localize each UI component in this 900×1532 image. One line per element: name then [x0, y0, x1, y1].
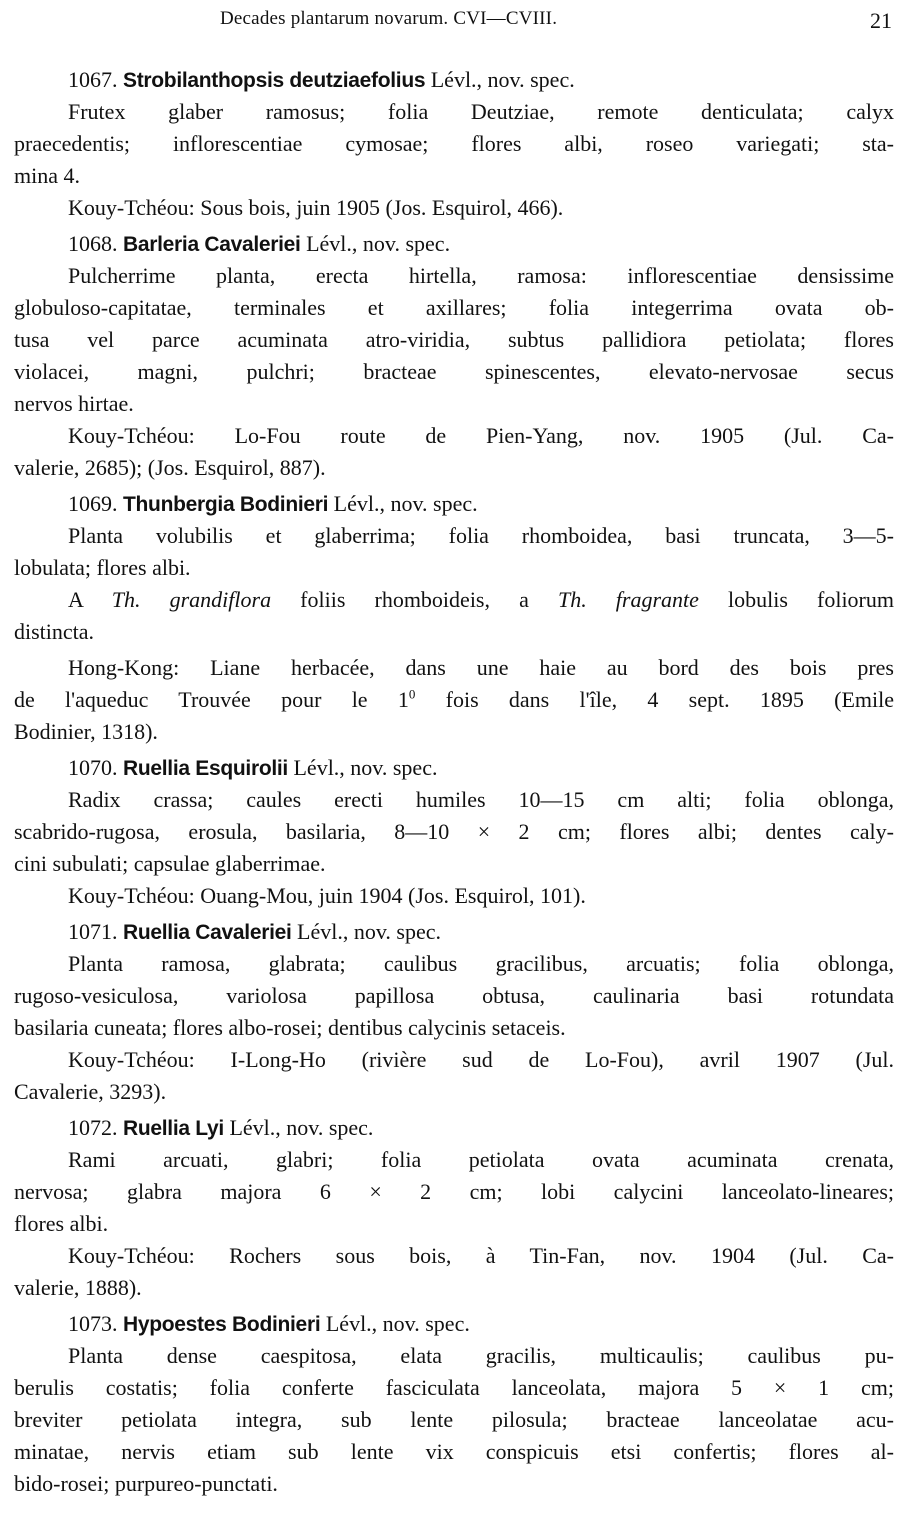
comparison-taxon: Th. fragrante	[557, 587, 699, 612]
description-line: praecedentis; inflorescentiae cymosae; flores albi, roseo variegati; sta-	[14, 131, 894, 156]
comparison-line: distincta.	[14, 619, 95, 644]
description-line: tusa vel parce acuminata atro-viridia, subtus pallidiora petiolata; flores	[14, 327, 894, 352]
description-line: Rami arcuati, glabri; folia petiolata ovata acuminata crenata,	[68, 1147, 894, 1172]
description-line: mina 4.	[14, 163, 80, 188]
description-line: Radix crassa; caules erecti humiles 10—15 cm alti; folia oblonga,	[68, 787, 894, 812]
entry-1071	[14, 916, 894, 1108]
author-citation: Lévl., nov. spec.	[306, 231, 451, 256]
description-line: cini subulati; capsulae glaberrimae.	[14, 851, 326, 876]
locality-line	[14, 684, 894, 716]
entry-1068	[14, 228, 894, 484]
comparison-taxon: Th. grandiflora	[111, 587, 272, 612]
entry-heading	[14, 916, 894, 948]
locality-line: Bodinier, 1318).	[14, 719, 158, 744]
author-citation: Lévl., nov. spec.	[430, 67, 575, 92]
locality-line: valerie, 1888).	[14, 1275, 142, 1300]
author-citation: Lévl., nov. spec.	[333, 491, 478, 516]
species-name: Ruellia Lyi	[123, 1117, 224, 1140]
description-line: scabrido-rugosa, erosula, basilaria, 8—10 × 2 cm; flores albi; dentes caly-	[14, 819, 894, 844]
comparison-text: foliis rhomboideis, a	[271, 587, 558, 612]
description-line: rugoso-vesiculosa, variolosa papillosa obtusa, caulinaria basi rotundata	[14, 983, 894, 1008]
locality-line: Kouy-Tchéou: I-Long-Ho (rivière sud de Lo-Fou), avril 1907 (Jul.	[68, 1047, 894, 1072]
locality-line: Kouy-Tchéou: Sous bois, juin 1905 (Jos. Esquirol, 466).	[68, 195, 564, 220]
description-line: globuloso-capitatae, terminales et axillares; folia integerrima ovata ob-	[14, 295, 894, 320]
author-citation: Lévl., nov. spec.	[229, 1115, 374, 1140]
description-line: bido-rosei; purpureo-punctati.	[14, 1471, 278, 1496]
entry-number: 1072.	[68, 1115, 118, 1140]
running-title: Decades plantarum novarum. CVI—CVIII.	[220, 8, 558, 29]
locality-line: valerie, 2685); (Jos. Esquirol, 887).	[14, 455, 326, 480]
entry-heading	[14, 64, 894, 96]
comparison-line	[14, 584, 894, 616]
species-name: Thunbergia Bodinieri	[123, 493, 329, 516]
page-body	[14, 64, 894, 1500]
description-line: nervos hirtae.	[14, 391, 134, 416]
entry-heading	[14, 1308, 894, 1340]
entry-number: 1069.	[68, 491, 118, 516]
entry-heading	[14, 228, 894, 260]
description-line: lobulata; flores albi.	[14, 555, 191, 580]
comparison-text: lobulis foliorum	[698, 587, 894, 612]
locality-text: fois dans l'île, 4 sept. 1895 (Emile	[415, 687, 894, 712]
entry-1072	[14, 1112, 894, 1304]
description-line: basilaria cuneata; flores albo-rosei; dentibus calycinis setaceis.	[14, 1015, 566, 1040]
entry-number: 1068.	[68, 231, 118, 256]
entry-number: 1070.	[68, 755, 118, 780]
entry-1073	[14, 1308, 894, 1500]
species-name: Barleria Cavaleriei	[123, 233, 301, 256]
author-citation: Lévl., nov. spec.	[293, 755, 438, 780]
locality-line: Hong-Kong: Liane herbacée, dans une haie au bord des bois pres	[68, 655, 894, 680]
locality-line: Cavalerie, 3293).	[14, 1079, 167, 1104]
entry-number: 1071.	[68, 919, 118, 944]
page-number: 21	[870, 8, 892, 33]
entry-1067	[14, 64, 894, 224]
entry-1070	[14, 752, 894, 912]
comparison-text: A	[68, 587, 112, 612]
description-line: nervosa; glabra majora 6 × 2 cm; lobi calycini lanceolato-lineares;	[14, 1179, 894, 1204]
locality-line: Kouy-Tchéou: Lo-Fou route de Pien-Yang, nov. 1905 (Jul. Ca-	[68, 423, 894, 448]
description-line: minatae, nervis etiam sub lente vix conspicuis etsi confertis; flores al-	[14, 1439, 894, 1464]
description-line: violacei, magni, pulchri; bracteae spinescentes, elevato-nervosae secus	[14, 359, 894, 384]
description-line: berulis costatis; folia conferte fasciculata lanceolata, majora 5 × 1 cm;	[14, 1375, 894, 1400]
description-line: Planta ramosa, glabrata; caulibus gracilibus, arcuatis; folia oblonga,	[68, 951, 894, 976]
description-line: Frutex glaber ramosus; folia Deutziae, remote denticulata; calyx	[68, 99, 894, 124]
description-line: Pulcherrime planta, erecta hirtella, ramosa: inflorescentiae densissime	[68, 263, 894, 288]
locality-line: Kouy-Tchéou: Ouang-Mou, juin 1904 (Jos. Esquirol, 101).	[68, 883, 586, 908]
entry-number: 1073.	[68, 1311, 118, 1336]
species-name: Strobilanthopsis deutziaefolius	[123, 69, 426, 92]
locality-text: de l'aqueduc Trouvée pour le 1	[14, 687, 409, 712]
author-citation: Lévl., nov. spec.	[325, 1311, 470, 1336]
entry-heading	[14, 1112, 894, 1144]
entry-heading	[14, 488, 894, 520]
superscript: 0	[408, 686, 416, 702]
description-line: flores albi.	[14, 1211, 109, 1236]
description-line: Planta dense caespitosa, elata gracilis, multicaulis; caulibus pu-	[68, 1343, 894, 1368]
author-citation: Lévl., nov. spec.	[297, 919, 442, 944]
entry-heading	[14, 752, 894, 784]
running-header	[0, 6, 900, 36]
species-name: Ruellia Cavaleriei	[123, 921, 292, 944]
description-line: Planta volubilis et glaberrima; folia rhomboidea, basi truncata, 3—5-	[68, 523, 894, 548]
species-name: Hypoestes Bodinieri	[123, 1313, 321, 1336]
entry-number: 1067.	[68, 67, 118, 92]
species-name: Ruellia Esquirolii	[123, 757, 288, 780]
entry-1069	[14, 488, 894, 748]
description-line: breviter petiolata integra, sub lente pilosula; bracteae lanceolatae acu-	[14, 1407, 894, 1432]
locality-line: Kouy-Tchéou: Rochers sous bois, à Tin-Fan, nov. 1904 (Jul. Ca-	[68, 1243, 894, 1268]
